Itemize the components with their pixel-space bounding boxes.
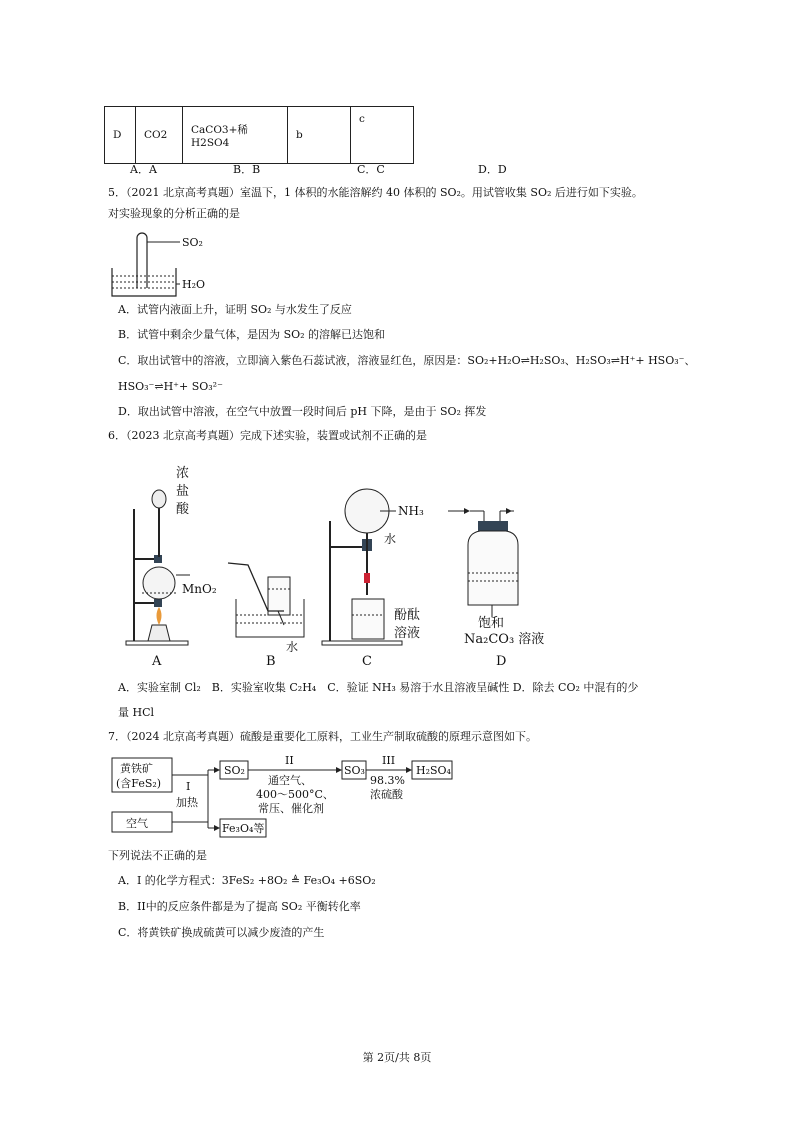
q5-option-b: B．试管中剩余少量气体，是因为 SO₂ 的溶解已达饱和 [118, 328, 386, 341]
q7-question: 下列说法不正确的是 [108, 849, 207, 862]
q6-options-2: 量 HCl [118, 706, 155, 719]
cond3-label: 常压、催化剂 [258, 802, 324, 815]
acid-label-1: 浓 [176, 466, 190, 481]
apparatus-b [228, 563, 304, 654]
q7-flow-diagram [108, 752, 488, 842]
q5-figure [108, 228, 218, 298]
b-water-label: 水 [286, 640, 299, 654]
q5-option-c: C．取出试管中的溶液，立即滴入紫色石蕊试液，溶液显红色，原因是：SO₂+H₂O⇌H₂SO₃、H₂SO₃⇌H⁺+ HSO₃⁻、 [118, 354, 696, 367]
q7-option-b: B．II中的反应条件都是为了提高 SO₂ 平衡转化率 [118, 900, 361, 913]
page-footer: 第 2页/共 8页 [362, 1051, 432, 1064]
option-a: A．A [130, 163, 157, 176]
h2o-label: H₂O [182, 278, 206, 291]
apparatus-a [126, 466, 217, 645]
saturated-label: 饱和 [478, 616, 505, 631]
option-b: B．B [233, 163, 261, 176]
q7-option-c: C．将黄铁矿换成硫黄可以减少废渣的产生 [118, 926, 325, 939]
cond1-label: 通空气、 [268, 774, 312, 787]
table-cell-b: b [288, 107, 351, 164]
label-b: B [266, 654, 276, 669]
option-c: C．C [357, 163, 385, 176]
step1-label: I [186, 780, 191, 793]
nh3-label: NH₃ [398, 504, 424, 518]
na2co3-label: Na₂CO₃ 溶液 [464, 632, 545, 647]
heat-label: 加热 [176, 796, 198, 809]
conc-acid-label: 浓硫酸 [370, 788, 403, 801]
q5-stem-2: 对实验现象的分析正确的是 [108, 207, 240, 220]
acid-conc-label: 98.3% [370, 774, 405, 787]
phenol-label-2: 溶液 [394, 626, 421, 641]
q5-option-d: D．取出试管中溶液，在空气中放置一段时间后 pH 下降，是由于 SO₂ 挥发 [118, 405, 487, 418]
q6-options: A．实验室制 Cl₂ B．实验室收集 C₂H₄ C．验证 NH₃ 易溶于水且溶液呈碱性 D．除去 CO₂ 中混有的少 [118, 681, 639, 694]
mno2-label: MnO₂ [182, 582, 217, 596]
fe3o4-box-label: Fe₃O₄等 [222, 822, 265, 835]
q5-option-c-2: HSO₃⁻⇌H⁺+ SO₃²⁻ [118, 380, 223, 393]
acid-label-2: 盐 [176, 484, 190, 499]
table-cell-label: D [105, 107, 136, 164]
apparatus-c [322, 489, 424, 645]
label-d: D [496, 654, 507, 669]
q6-figure [118, 465, 558, 675]
phenol-label-1: 酚酞 [394, 608, 421, 623]
label-a: A [152, 654, 162, 669]
q5-option-a: A．试管内液面上升，证明 SO₂ 与水发生了反应 [118, 303, 352, 316]
q7-stem: 7．（2024 北京高考真题）硫酸是重要化工原料，工业生产制取硫酸的原理示意图如下。 [108, 730, 537, 743]
c-water-label: 水 [384, 532, 397, 546]
acid-label-3: 酸 [176, 502, 190, 517]
so2-label: SO₂ [182, 236, 203, 249]
table-row [105, 107, 414, 164]
q7-option-a: A．I 的化学方程式：3FeS₂ +8O₂ ≜ Fe₃O₄ +6SO₂ [118, 874, 376, 887]
pyrite-label: 黄铁矿 [120, 762, 153, 775]
pyrite-sub-label: (含FeS₂) [116, 777, 162, 790]
cond2-label: 400～500°C、 [256, 788, 334, 801]
label-c: C [362, 654, 372, 669]
h2so4-box-label: H₂SO₄ [416, 764, 451, 777]
option-d: D．D [478, 163, 507, 176]
q5-stem: 5．（2021 北京高考真题）室温下，1 体积的水能溶解约 40 体积的 SO₂。用试管收集 SO₂ 后进行如下实验。 [108, 186, 643, 199]
table-cell-reagents: CaCO3+稀 H2SO4 [183, 107, 288, 164]
q6-stem: 6．（2023 北京高考真题）完成下述实验，装置或试剂不正确的是 [108, 429, 427, 442]
table-cell-gas: CO2 [136, 107, 183, 164]
answer-table [104, 106, 414, 164]
air-label: 空气 [126, 817, 148, 830]
apparatus-d [448, 508, 544, 647]
so3-box-label: SO₃ [344, 764, 365, 777]
step3-label: III [382, 754, 396, 767]
table-cell-c: c [351, 107, 414, 164]
so2-box-label: SO₂ [224, 764, 245, 777]
step2-label: II [285, 754, 294, 767]
